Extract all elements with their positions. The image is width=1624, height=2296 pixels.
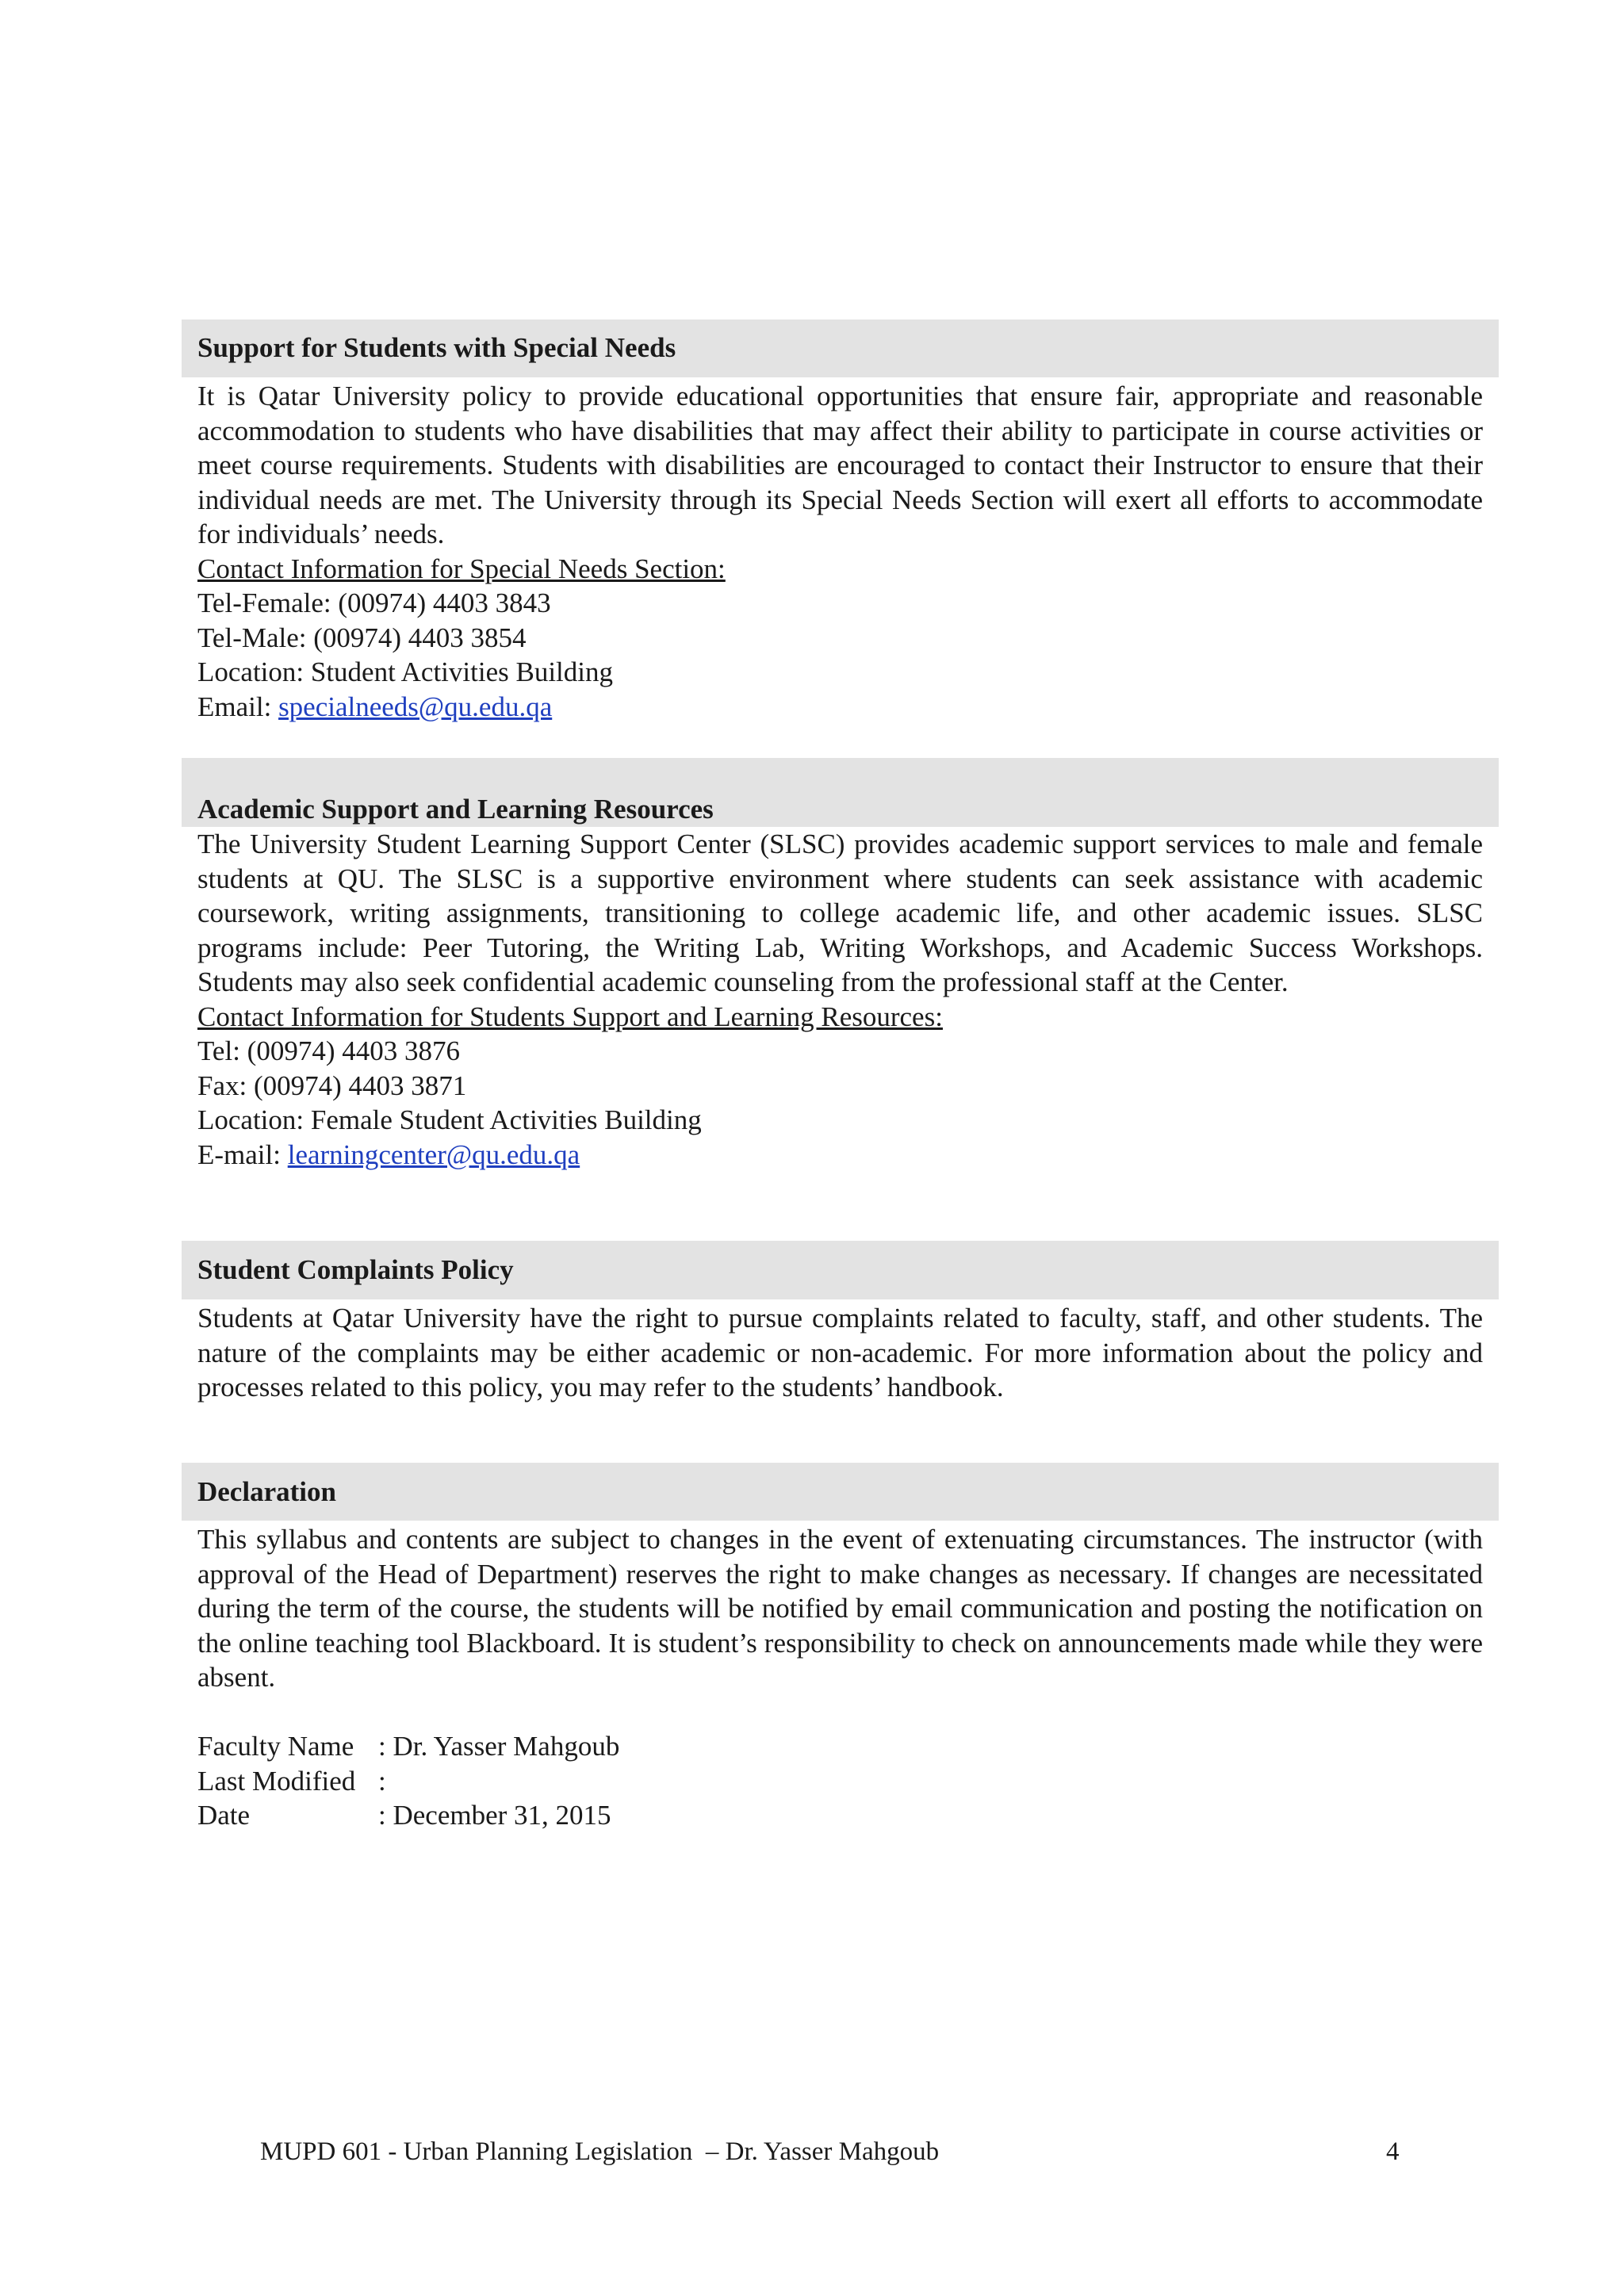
special-needs-tel-female: Tel-Female: (00974) 4403 3843 — [197, 587, 551, 618]
academic-support-paragraph: The University Student Learning Support Center (SLSC) provides academic support services to male and female students at QU. The SLSC is a supportive environment where students can seek assistance with academic coursework, writing assignments, transitioning to college academic life, and other academic issues. SLSC programs include: Peer Tutoring, the Writing Lab, Writing Workshops, and Academic Success Workshops. Students may also seek confidential academic counseling from the professional staff at the Center. — [197, 828, 1483, 997]
last-modified-label: Last Modified — [197, 1765, 356, 1797]
academic-support-location: Location: Female Student Activities Building — [197, 1104, 702, 1135]
last-modified-value: : — [378, 1765, 386, 1797]
declaration-section — [182, 1463, 1499, 1833]
declaration-heading: Declaration — [197, 1476, 336, 1507]
declaration-spacer — [197, 1695, 1483, 1730]
special-needs-email-link[interactable]: specialneeds@qu.edu.qa — [278, 691, 553, 722]
academic-support-heading: Academic Support and Learning Resources — [197, 794, 714, 825]
special-needs-paragraph: It is Qatar University policy to provide educational opportunities that ensure fair, appropriate and reasonable accommodation to students who have disabilities that may affect their ability to participate in course activities or meet course requirements. Students with disabilities are encouraged to contact their Instructor to ensure that their individual needs are met. The University through its Special Needs Section will exert all efforts to accommodate for individuals’ needs. — [197, 381, 1483, 549]
complaints-body — [182, 1299, 1499, 1405]
footer-page-number: 4 — [1386, 2137, 1400, 2166]
academic-support-section — [182, 758, 1499, 1172]
special-needs-email-line — [197, 690, 1483, 725]
special-needs-contact-title: Contact Information for Special Needs Section: — [197, 553, 726, 584]
last-modified-row — [197, 1764, 1483, 1799]
complaints-heading-bar — [182, 1241, 1499, 1299]
special-needs-email-label: Email: — [197, 691, 279, 722]
footer-course: MUPD 601 - Urban Planning Legislation – Dr. Yasser Mahgoub — [260, 2137, 940, 2166]
academic-support-tel: Tel: (00974) 4403 3876 — [197, 1035, 460, 1066]
academic-support-fax: Fax: (00974) 4403 3871 — [197, 1070, 467, 1101]
declaration-body — [182, 1521, 1499, 1833]
complaints-section — [182, 1241, 1499, 1405]
faculty-name-row — [197, 1729, 1483, 1764]
declaration-paragraph: This syllabus and contents are subject to changes in the event of extenuating circumstances. The instructor (with approval of the Head of Department) reserves the right to make changes as necessary. If changes are necessitated during the term of the course, the students will be notified by email communication and posting the notification on the online teaching tool Blackboard. It is student’s responsibility to check on announcements made while they were absent. — [197, 1524, 1483, 1693]
special-needs-tel-male: Tel-Male: (00974) 4403 3854 — [197, 622, 527, 653]
complaints-paragraph: Students at Qatar University have the right to pursue complaints related to faculty, staff, and other students. The nature of the complaints may be either academic or non-academic. For more information about the policy and processes related to this policy, you may refer to the students’ handbook. — [197, 1303, 1483, 1402]
academic-support-email-link[interactable]: learningcenter@qu.edu.qa — [287, 1138, 580, 1170]
declaration-heading-bar — [182, 1463, 1499, 1521]
complaints-heading: Student Complaints Policy — [197, 1254, 514, 1285]
academic-support-heading-bar — [182, 758, 1499, 827]
special-needs-location: Location: Student Activities Building — [197, 656, 613, 687]
date-value: : December 31, 2015 — [378, 1800, 611, 1831]
special-needs-section — [182, 320, 1499, 724]
special-needs-heading: Support for Students with Special Needs — [197, 332, 676, 363]
faculty-name-label: Faculty Name — [197, 1731, 354, 1762]
special-needs-heading-bar — [182, 320, 1499, 377]
academic-support-contact-title: Contact Information for Students Support and Learning Resources: — [197, 1001, 943, 1032]
academic-support-email-label: E-mail: — [197, 1138, 288, 1170]
faculty-name-value: : Dr. Yasser Mahgoub — [378, 1731, 620, 1762]
academic-support-body — [182, 827, 1499, 1172]
special-needs-body — [182, 377, 1499, 724]
date-row — [197, 1798, 1483, 1833]
date-label: Date — [197, 1800, 251, 1831]
academic-support-email-line — [197, 1138, 1483, 1173]
